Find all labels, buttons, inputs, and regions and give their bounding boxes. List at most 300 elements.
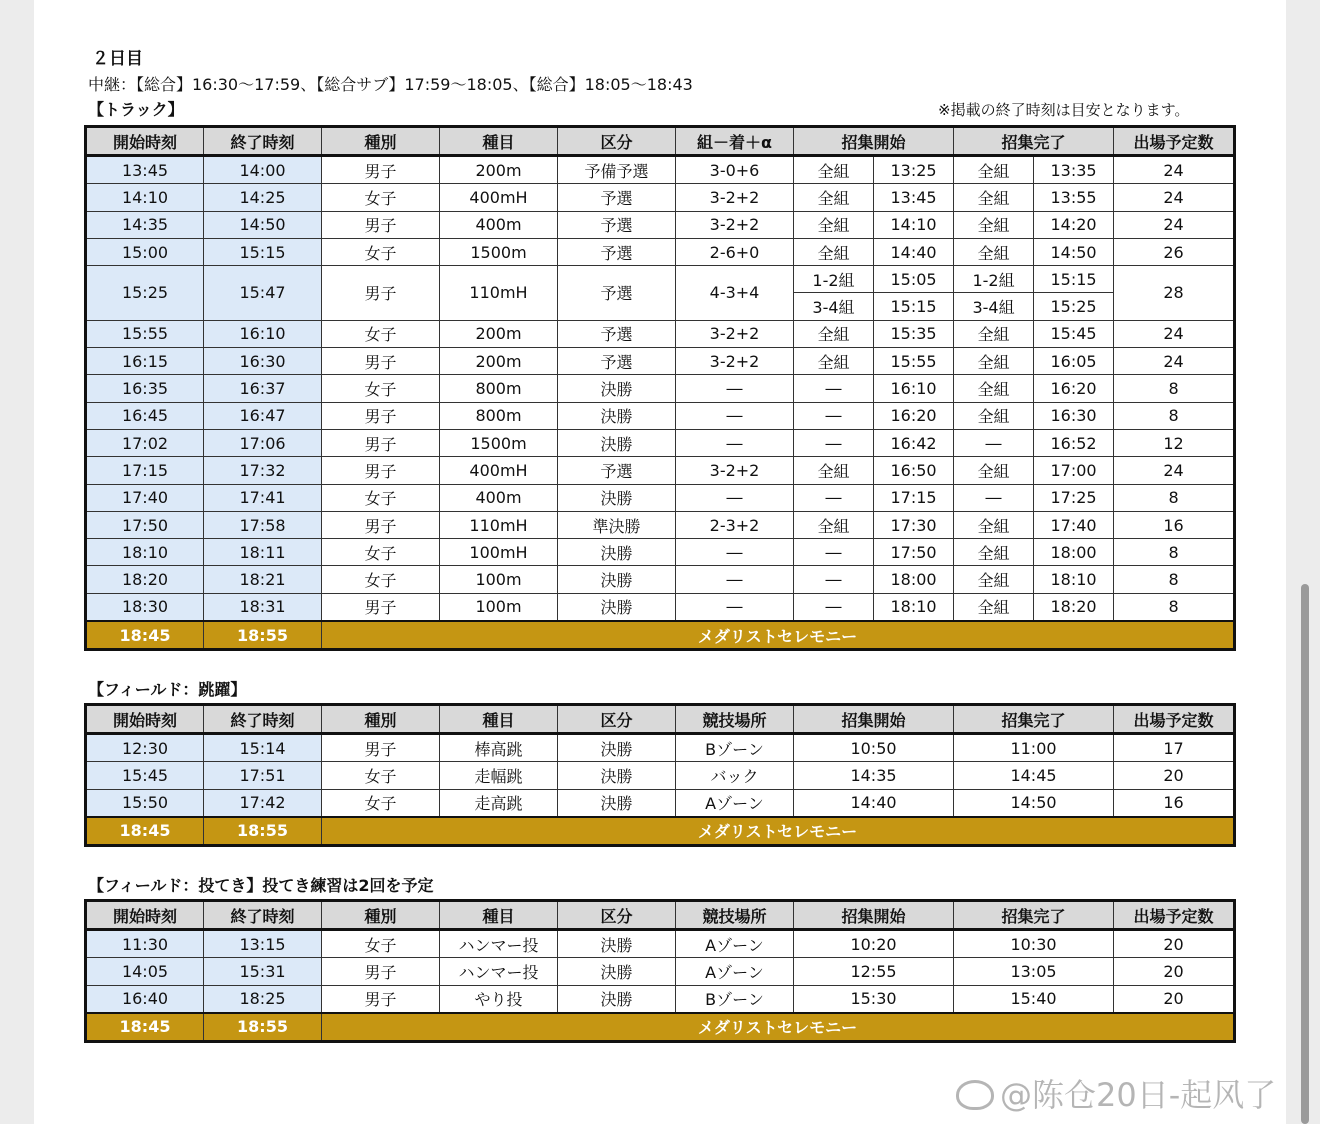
gender-cell: 男子 bbox=[322, 511, 440, 538]
header-venue: 競技場所 bbox=[676, 705, 794, 734]
call-start-cell: 16:42 bbox=[874, 429, 954, 456]
entrants-cell: 24 bbox=[1114, 457, 1235, 484]
end-time-cell: 17:51 bbox=[204, 762, 322, 789]
end-time-cell: 18:31 bbox=[204, 593, 322, 621]
header-round: 区分 bbox=[558, 127, 676, 156]
start-time-cell: 18:20 bbox=[86, 566, 204, 593]
format-cell: 3-2+2 bbox=[676, 184, 794, 211]
header-call-end: 招集完了 bbox=[954, 705, 1114, 734]
end-time-cell: 18:25 bbox=[204, 985, 322, 1013]
call-end-group-cell: 1-2組 bbox=[954, 266, 1034, 293]
watermark-text: @陈仓20日-起风了 bbox=[1000, 1076, 1277, 1114]
call-start-cell: 14:10 bbox=[874, 211, 954, 238]
entrants-cell: 20 bbox=[1114, 958, 1235, 985]
header-start-time: 開始時刻 bbox=[86, 901, 204, 930]
gender-cell: 女子 bbox=[322, 238, 440, 265]
track-section-title: 【トラック】 bbox=[88, 100, 184, 119]
call-end-group-cell: 全組 bbox=[954, 511, 1034, 538]
event-cell: 100m bbox=[440, 566, 558, 593]
call-end-group-cell: ― bbox=[954, 429, 1034, 456]
entrants-cell: 20 bbox=[1114, 930, 1235, 958]
round-cell: 決勝 bbox=[558, 484, 676, 511]
gender-cell: 女子 bbox=[322, 320, 440, 347]
table-header-row bbox=[86, 127, 1235, 156]
call-start-group-cell: ― bbox=[794, 539, 874, 566]
call-end-cell: 17:00 bbox=[1034, 457, 1114, 484]
call-start-cell: 15:55 bbox=[874, 348, 954, 375]
call-start-group-cell: 1-2組 bbox=[794, 266, 874, 293]
event-cell: 走高跳 bbox=[440, 789, 558, 817]
end-time-cell: 14:50 bbox=[204, 211, 322, 238]
format-cell: 4-3+4 bbox=[676, 266, 794, 321]
event-cell: やり投 bbox=[440, 985, 558, 1013]
vertical-scrollbar[interactable] bbox=[1301, 584, 1309, 1124]
event-cell: 200m bbox=[440, 320, 558, 347]
venue-cell: Bゾーン bbox=[676, 985, 794, 1013]
call-start-cell: 16:20 bbox=[874, 402, 954, 429]
call-start-group-cell: 全組 bbox=[794, 320, 874, 347]
gender-cell: 男子 bbox=[322, 348, 440, 375]
entrants-cell: 26 bbox=[1114, 238, 1235, 265]
watermark bbox=[956, 1070, 1276, 1116]
format-cell: 3-0+6 bbox=[676, 156, 794, 184]
round-cell: 決勝 bbox=[558, 930, 676, 958]
header-entrants: 出場予定数 bbox=[1114, 127, 1235, 156]
header-start-time: 開始時刻 bbox=[86, 705, 204, 734]
header-entrants: 出場予定数 bbox=[1114, 705, 1235, 734]
end-time-cell: 18:21 bbox=[204, 566, 322, 593]
call-start-cell: 10:50 bbox=[794, 734, 954, 762]
format-cell: ― bbox=[676, 402, 794, 429]
event-cell: 110mH bbox=[440, 266, 558, 321]
call-start-cell: 14:40 bbox=[874, 238, 954, 265]
format-cell: 3-2+2 bbox=[676, 457, 794, 484]
call-end-cell: 10:30 bbox=[954, 930, 1114, 958]
format-cell: 3-2+2 bbox=[676, 320, 794, 347]
call-end-cell: 16:05 bbox=[1034, 348, 1114, 375]
header-call-end: 招集完了 bbox=[954, 127, 1114, 156]
round-cell: 予選 bbox=[558, 320, 676, 347]
round-cell: 決勝 bbox=[558, 762, 676, 789]
call-start-cell: 17:15 bbox=[874, 484, 954, 511]
end-time-cell: 14:25 bbox=[204, 184, 322, 211]
entrants-cell: 16 bbox=[1114, 511, 1235, 538]
gender-cell: 女子 bbox=[322, 930, 440, 958]
venue-cell: Bゾーン bbox=[676, 734, 794, 762]
entrants-cell: 28 bbox=[1114, 266, 1235, 321]
round-cell: 決勝 bbox=[558, 734, 676, 762]
ceremony-start-time: 18:45 bbox=[86, 621, 204, 650]
table-row bbox=[86, 789, 1235, 817]
venue-cell: Aゾーン bbox=[676, 789, 794, 817]
round-cell: 決勝 bbox=[558, 789, 676, 817]
start-time-cell: 15:45 bbox=[86, 762, 204, 789]
entrants-cell: 24 bbox=[1114, 320, 1235, 347]
event-cell: 1500m bbox=[440, 238, 558, 265]
call-start-cell: 18:00 bbox=[874, 566, 954, 593]
day-title: ２日目 bbox=[92, 49, 143, 69]
table-row bbox=[86, 238, 1235, 265]
ceremony-label: メダリストセレモニー bbox=[322, 817, 1235, 846]
event-cell: 110mH bbox=[440, 511, 558, 538]
header-call-start: 招集開始 bbox=[794, 901, 954, 930]
ceremony-start-time: 18:45 bbox=[86, 1013, 204, 1042]
table-row bbox=[86, 734, 1235, 762]
ceremony-label: メダリストセレモニー bbox=[322, 1013, 1235, 1042]
round-cell: 決勝 bbox=[558, 539, 676, 566]
start-time-cell: 17:50 bbox=[86, 511, 204, 538]
call-end-group-cell: ― bbox=[954, 484, 1034, 511]
start-time-cell: 17:02 bbox=[86, 429, 204, 456]
event-cell: 走幅跳 bbox=[440, 762, 558, 789]
call-end-group-cell: 3-4組 bbox=[954, 293, 1034, 320]
call-start-cell: 16:50 bbox=[874, 457, 954, 484]
call-end-group-cell: 全組 bbox=[954, 402, 1034, 429]
call-start-group-cell: ― bbox=[794, 566, 874, 593]
table-row bbox=[86, 320, 1235, 347]
call-end-group-cell: 全組 bbox=[954, 238, 1034, 265]
call-end-group-cell: 全組 bbox=[954, 156, 1034, 184]
entrants-cell: 8 bbox=[1114, 566, 1235, 593]
entrants-cell: 24 bbox=[1114, 184, 1235, 211]
call-start-group-cell: ― bbox=[794, 484, 874, 511]
call-start-cell: 16:10 bbox=[874, 375, 954, 402]
entrants-cell: 24 bbox=[1114, 156, 1235, 184]
table-header-row bbox=[86, 705, 1235, 734]
call-start-cell: 10:20 bbox=[794, 930, 954, 958]
ceremony-row bbox=[86, 1013, 1235, 1042]
venue-cell: バック bbox=[676, 762, 794, 789]
gender-cell: 男子 bbox=[322, 958, 440, 985]
event-cell: 400m bbox=[440, 484, 558, 511]
end-time-cell: 14:00 bbox=[204, 156, 322, 184]
call-end-cell: 13:05 bbox=[954, 958, 1114, 985]
event-cell: 100m bbox=[440, 593, 558, 621]
end-time-cell: 13:15 bbox=[204, 930, 322, 958]
table-row bbox=[86, 930, 1235, 958]
ceremony-row bbox=[86, 621, 1235, 650]
table-row bbox=[86, 511, 1235, 538]
header-call-start: 招集開始 bbox=[794, 127, 954, 156]
entrants-cell: 8 bbox=[1114, 484, 1235, 511]
format-cell: ― bbox=[676, 375, 794, 402]
start-time-cell: 16:15 bbox=[86, 348, 204, 375]
header-start-time: 開始時刻 bbox=[86, 127, 204, 156]
call-start-cell: 13:25 bbox=[874, 156, 954, 184]
event-cell: ハンマー投 bbox=[440, 958, 558, 985]
event-cell: 400m bbox=[440, 211, 558, 238]
call-end-group-cell: 全組 bbox=[954, 211, 1034, 238]
call-start-cell: 14:35 bbox=[794, 762, 954, 789]
header-call-end: 招集完了 bbox=[954, 901, 1114, 930]
entrants-cell: 8 bbox=[1114, 593, 1235, 621]
entrants-cell: 8 bbox=[1114, 375, 1235, 402]
entrants-cell: 12 bbox=[1114, 429, 1235, 456]
ceremony-end-time: 18:55 bbox=[204, 817, 322, 846]
gender-cell: 女子 bbox=[322, 566, 440, 593]
format-cell: 2-6+0 bbox=[676, 238, 794, 265]
gender-cell: 女子 bbox=[322, 539, 440, 566]
gender-cell: 男子 bbox=[322, 211, 440, 238]
end-time-cell: 17:58 bbox=[204, 511, 322, 538]
call-start-group-cell: ― bbox=[794, 593, 874, 621]
call-start-cell: 18:10 bbox=[874, 593, 954, 621]
ceremony-label: メダリストセレモニー bbox=[322, 621, 1235, 650]
entrants-cell: 20 bbox=[1114, 985, 1235, 1013]
entrants-cell: 17 bbox=[1114, 734, 1235, 762]
call-start-group-cell: 全組 bbox=[794, 238, 874, 265]
call-end-group-cell: 全組 bbox=[954, 348, 1034, 375]
gender-cell: 男子 bbox=[322, 985, 440, 1013]
format-cell: 3-2+2 bbox=[676, 348, 794, 375]
call-end-group-cell: 全組 bbox=[954, 457, 1034, 484]
call-start-cell: 13:45 bbox=[874, 184, 954, 211]
gender-cell: 男子 bbox=[322, 593, 440, 621]
event-cell: 400mH bbox=[440, 457, 558, 484]
round-cell: 予選 bbox=[558, 211, 676, 238]
table-row bbox=[86, 985, 1235, 1013]
table-row bbox=[86, 156, 1235, 184]
table-row bbox=[86, 457, 1235, 484]
start-time-cell: 18:30 bbox=[86, 593, 204, 621]
start-time-cell: 16:40 bbox=[86, 985, 204, 1013]
table-row bbox=[86, 593, 1235, 621]
start-time-cell: 13:45 bbox=[86, 156, 204, 184]
call-end-cell: 18:20 bbox=[1034, 593, 1114, 621]
start-time-cell: 11:30 bbox=[86, 930, 204, 958]
table-row bbox=[86, 402, 1235, 429]
call-end-cell: 14:20 bbox=[1034, 211, 1114, 238]
gender-cell: 男子 bbox=[322, 734, 440, 762]
gender-cell: 男子 bbox=[322, 156, 440, 184]
gender-cell: 男子 bbox=[322, 457, 440, 484]
call-end-cell: 18:10 bbox=[1034, 566, 1114, 593]
table-row bbox=[86, 375, 1235, 402]
end-time-cell: 17:41 bbox=[204, 484, 322, 511]
ceremony-end-time: 18:55 bbox=[204, 1013, 322, 1042]
table-row bbox=[86, 348, 1235, 375]
header-event: 種目 bbox=[440, 127, 558, 156]
entrants-cell: 20 bbox=[1114, 762, 1235, 789]
entrants-cell: 24 bbox=[1114, 211, 1235, 238]
format-cell: ― bbox=[676, 566, 794, 593]
ceremony-end-time: 18:55 bbox=[204, 621, 322, 650]
throw-schedule-table bbox=[84, 899, 1236, 1043]
call-start-cell: 17:30 bbox=[874, 511, 954, 538]
call-start-cell: 17:50 bbox=[874, 539, 954, 566]
end-time-cell: 16:37 bbox=[204, 375, 322, 402]
call-end-cell: 16:52 bbox=[1034, 429, 1114, 456]
header-venue: 競技場所 bbox=[676, 901, 794, 930]
start-time-cell: 17:40 bbox=[86, 484, 204, 511]
weibo-logo-icon bbox=[956, 1080, 994, 1110]
call-end-cell: 18:00 bbox=[1034, 539, 1114, 566]
header-gender: 種別 bbox=[322, 901, 440, 930]
call-start-group-cell: 全組 bbox=[794, 211, 874, 238]
table-row bbox=[86, 539, 1235, 566]
start-time-cell: 17:15 bbox=[86, 457, 204, 484]
call-end-group-cell: 全組 bbox=[954, 320, 1034, 347]
end-time-cell: 15:14 bbox=[204, 734, 322, 762]
table-row bbox=[86, 566, 1235, 593]
round-cell: 予選 bbox=[558, 266, 676, 321]
gender-cell: 女子 bbox=[322, 375, 440, 402]
call-start-cell: 15:35 bbox=[874, 320, 954, 347]
start-time-cell: 14:10 bbox=[86, 184, 204, 211]
start-time-cell: 12:30 bbox=[86, 734, 204, 762]
call-start-group-cell: 全組 bbox=[794, 156, 874, 184]
call-end-group-cell: 全組 bbox=[954, 593, 1034, 621]
format-cell: 2-3+2 bbox=[676, 511, 794, 538]
call-end-group-cell: 全組 bbox=[954, 566, 1034, 593]
event-cell: 200m bbox=[440, 348, 558, 375]
end-time-note: ※掲載の終了時刻は目安となります。 bbox=[938, 101, 1190, 119]
start-time-cell: 15:50 bbox=[86, 789, 204, 817]
gender-cell: 男子 bbox=[322, 429, 440, 456]
call-start-group-cell: 全組 bbox=[794, 457, 874, 484]
call-end-cell: 16:30 bbox=[1034, 402, 1114, 429]
call-start-cell: 15:30 bbox=[794, 985, 954, 1013]
call-end-cell: 13:55 bbox=[1034, 184, 1114, 211]
call-start-group-cell: 全組 bbox=[794, 511, 874, 538]
header-entrants: 出場予定数 bbox=[1114, 901, 1235, 930]
start-time-cell: 18:10 bbox=[86, 539, 204, 566]
header-round: 区分 bbox=[558, 901, 676, 930]
call-end-cell: 13:35 bbox=[1034, 156, 1114, 184]
event-cell: 800m bbox=[440, 375, 558, 402]
end-time-cell: 18:11 bbox=[204, 539, 322, 566]
call-start-group-cell: 3-4組 bbox=[794, 293, 874, 320]
event-cell: 800m bbox=[440, 402, 558, 429]
format-cell: 3-2+2 bbox=[676, 211, 794, 238]
table-row bbox=[86, 484, 1235, 511]
round-cell: 予選 bbox=[558, 184, 676, 211]
table-row bbox=[86, 958, 1235, 985]
gender-cell: 男子 bbox=[322, 266, 440, 321]
header-event: 種目 bbox=[440, 705, 558, 734]
format-cell: ― bbox=[676, 484, 794, 511]
event-cell: 1500m bbox=[440, 429, 558, 456]
call-start-cell: 15:15 bbox=[874, 293, 954, 320]
call-start-cell: 14:40 bbox=[794, 789, 954, 817]
end-time-cell: 16:30 bbox=[204, 348, 322, 375]
call-start-cell: 12:55 bbox=[794, 958, 954, 985]
call-end-cell: 15:25 bbox=[1034, 293, 1114, 320]
format-cell: ― bbox=[676, 429, 794, 456]
event-cell: 200m bbox=[440, 156, 558, 184]
entrants-cell: 8 bbox=[1114, 539, 1235, 566]
round-cell: 予選 bbox=[558, 238, 676, 265]
format-cell: ― bbox=[676, 593, 794, 621]
round-cell: 決勝 bbox=[558, 566, 676, 593]
call-end-cell: 14:50 bbox=[954, 789, 1114, 817]
call-end-cell: 15:45 bbox=[1034, 320, 1114, 347]
end-time-cell: 16:10 bbox=[204, 320, 322, 347]
track-schedule-table bbox=[84, 125, 1236, 651]
event-cell: 棒高跳 bbox=[440, 734, 558, 762]
header-format: 組－着＋α bbox=[676, 127, 794, 156]
call-end-cell: 15:40 bbox=[954, 985, 1114, 1013]
end-time-cell: 17:06 bbox=[204, 429, 322, 456]
event-cell: 100mH bbox=[440, 539, 558, 566]
call-end-group-cell: 全組 bbox=[954, 375, 1034, 402]
table-header-row bbox=[86, 901, 1235, 930]
jump-section-title: 【フィールド：跳躍】 bbox=[88, 680, 247, 699]
end-time-cell: 15:31 bbox=[204, 958, 322, 985]
table-row bbox=[86, 429, 1235, 456]
format-cell: ― bbox=[676, 539, 794, 566]
header-event: 種目 bbox=[440, 901, 558, 930]
event-cell: 400mH bbox=[440, 184, 558, 211]
gender-cell: 男子 bbox=[322, 402, 440, 429]
end-time-cell: 15:47 bbox=[204, 266, 322, 321]
entrants-cell: 8 bbox=[1114, 402, 1235, 429]
call-start-group-cell: 全組 bbox=[794, 348, 874, 375]
table-row bbox=[86, 762, 1235, 789]
call-end-cell: 16:20 bbox=[1034, 375, 1114, 402]
header-round: 区分 bbox=[558, 705, 676, 734]
round-cell: 予選 bbox=[558, 348, 676, 375]
call-end-cell: 14:50 bbox=[1034, 238, 1114, 265]
end-time-cell: 16:47 bbox=[204, 402, 322, 429]
entrants-cell: 16 bbox=[1114, 789, 1235, 817]
venue-cell: Aゾーン bbox=[676, 930, 794, 958]
end-time-cell: 15:15 bbox=[204, 238, 322, 265]
round-cell: 決勝 bbox=[558, 375, 676, 402]
call-end-cell: 17:25 bbox=[1034, 484, 1114, 511]
call-start-group-cell: ― bbox=[794, 402, 874, 429]
gender-cell: 女子 bbox=[322, 484, 440, 511]
round-cell: 予備予選 bbox=[558, 156, 676, 184]
call-start-cell: 15:05 bbox=[874, 266, 954, 293]
ceremony-row bbox=[86, 817, 1235, 846]
start-time-cell: 15:25 bbox=[86, 266, 204, 321]
start-time-cell: 16:35 bbox=[86, 375, 204, 402]
table-row bbox=[86, 184, 1235, 211]
start-time-cell: 15:55 bbox=[86, 320, 204, 347]
round-cell: 決勝 bbox=[558, 429, 676, 456]
jump-schedule-table bbox=[84, 703, 1236, 847]
call-start-group-cell: 全組 bbox=[794, 184, 874, 211]
call-end-cell: 15:15 bbox=[1034, 266, 1114, 293]
relay-info: 中継：【総合】16:30～17:59、【総合サブ】17:59～18:05、【総合】18:05～18:43 bbox=[88, 75, 693, 94]
round-cell: 予選 bbox=[558, 457, 676, 484]
event-cell: ハンマー投 bbox=[440, 930, 558, 958]
call-end-cell: 17:40 bbox=[1034, 511, 1114, 538]
ceremony-start-time: 18:45 bbox=[86, 817, 204, 846]
call-end-group-cell: 全組 bbox=[954, 539, 1034, 566]
header-call-start: 招集開始 bbox=[794, 705, 954, 734]
gender-cell: 女子 bbox=[322, 184, 440, 211]
start-time-cell: 14:05 bbox=[86, 958, 204, 985]
end-time-cell: 17:32 bbox=[204, 457, 322, 484]
header-end-time: 終了時刻 bbox=[204, 901, 322, 930]
start-time-cell: 14:35 bbox=[86, 211, 204, 238]
gender-cell: 女子 bbox=[322, 789, 440, 817]
header-gender: 種別 bbox=[322, 127, 440, 156]
table-row bbox=[86, 266, 1235, 293]
start-time-cell: 15:00 bbox=[86, 238, 204, 265]
round-cell: 準決勝 bbox=[558, 511, 676, 538]
end-time-cell: 17:42 bbox=[204, 789, 322, 817]
round-cell: 決勝 bbox=[558, 593, 676, 621]
venue-cell: Aゾーン bbox=[676, 958, 794, 985]
round-cell: 決勝 bbox=[558, 985, 676, 1013]
header-gender: 種別 bbox=[322, 705, 440, 734]
start-time-cell: 16:45 bbox=[86, 402, 204, 429]
call-start-group-cell: ― bbox=[794, 375, 874, 402]
header-end-time: 終了時刻 bbox=[204, 705, 322, 734]
